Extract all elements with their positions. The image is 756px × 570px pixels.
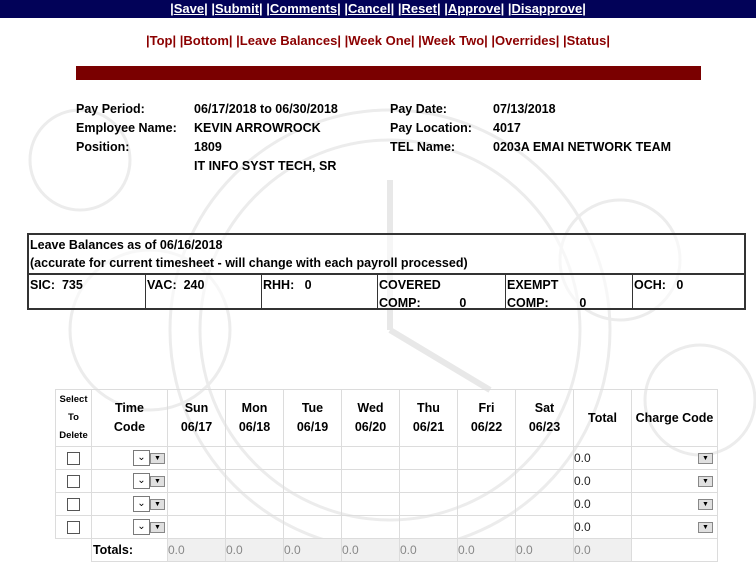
nav-leave-balances-link[interactable]: Leave Balances bbox=[239, 33, 338, 48]
hours-cell[interactable] bbox=[168, 516, 226, 539]
employee-info-labels bbox=[76, 100, 177, 157]
select-to-delete-checkbox[interactable] bbox=[67, 521, 80, 534]
leave-balances-note: (accurate for current timesheet - will change with each payroll processed) bbox=[30, 256, 468, 270]
leave-vac: VAC: 240 bbox=[146, 275, 262, 310]
hours-cell[interactable] bbox=[400, 447, 458, 470]
nav-overrides-link[interactable]: Overrides bbox=[495, 33, 556, 48]
day-total-sat: 0.0 bbox=[516, 539, 574, 562]
pay-info-values bbox=[493, 100, 671, 157]
disapprove-link[interactable]: Disapprove bbox=[511, 1, 583, 16]
day-total-tue: 0.0 bbox=[284, 539, 342, 562]
hours-cell[interactable] bbox=[458, 493, 516, 516]
hours-cell[interactable] bbox=[516, 447, 574, 470]
comments-link[interactable]: Comments bbox=[269, 1, 338, 16]
day-header-tue: Tue 06/19 bbox=[284, 390, 342, 447]
hours-cell[interactable] bbox=[400, 516, 458, 539]
select-to-delete-checkbox[interactable] bbox=[67, 452, 80, 465]
select-to-delete-header: Select To Delete bbox=[56, 390, 92, 447]
leave-och: OCH: 0 bbox=[634, 278, 684, 292]
day-total-wed: 0.0 bbox=[342, 539, 400, 562]
row-total: 0.0 bbox=[574, 447, 632, 470]
hours-cell[interactable] bbox=[168, 470, 226, 493]
day-total-mon: 0.0 bbox=[226, 539, 284, 562]
hours-cell[interactable] bbox=[458, 516, 516, 539]
pay-location-value: 4017 bbox=[493, 121, 521, 135]
leave-sic: SIC: 735 bbox=[29, 275, 146, 310]
time-code-lookup-button[interactable]: ▼ bbox=[150, 453, 165, 464]
select-to-delete-checkbox[interactable] bbox=[67, 498, 80, 511]
row-total: 0.0 bbox=[574, 516, 632, 539]
time-code-lookup-button[interactable]: ▼ bbox=[150, 499, 165, 510]
charge-code-lookup-button[interactable]: ▼ bbox=[698, 499, 713, 510]
timesheet-row bbox=[56, 493, 718, 516]
submit-link[interactable]: Submit bbox=[214, 1, 260, 16]
cancel-link[interactable]: Cancel bbox=[348, 1, 391, 16]
employee-name-value: KEVIN ARROWROCK bbox=[194, 121, 321, 135]
day-header-mon: Mon 06/18 bbox=[226, 390, 284, 447]
hours-cell[interactable] bbox=[284, 493, 342, 516]
time-code-select[interactable]: ⌄ bbox=[133, 519, 150, 535]
hours-cell[interactable] bbox=[516, 470, 574, 493]
day-total-thu: 0.0 bbox=[400, 539, 458, 562]
row-total: 0.0 bbox=[574, 470, 632, 493]
approve-link[interactable]: Approve bbox=[447, 1, 501, 16]
charge-code-lookup-button[interactable]: ▼ bbox=[698, 522, 713, 533]
row-total: 0.0 bbox=[574, 493, 632, 516]
hours-cell[interactable] bbox=[284, 516, 342, 539]
hours-cell[interactable] bbox=[226, 470, 284, 493]
day-header-fri: Fri 06/22 bbox=[458, 390, 516, 447]
hours-cell[interactable] bbox=[458, 470, 516, 493]
hours-cell[interactable] bbox=[516, 516, 574, 539]
hours-cell[interactable] bbox=[284, 470, 342, 493]
timesheet-row bbox=[56, 447, 718, 470]
select-to-delete-checkbox[interactable] bbox=[67, 475, 80, 488]
totals-row bbox=[56, 539, 718, 562]
day-header-sat: Sat 06/23 bbox=[516, 390, 574, 447]
hours-cell[interactable] bbox=[342, 493, 400, 516]
pay-date-value: 07/13/2018 bbox=[493, 102, 556, 116]
hours-cell[interactable] bbox=[342, 516, 400, 539]
leave-exempt-comp: EXEMPT COMP: 0 bbox=[506, 275, 633, 310]
hours-cell[interactable] bbox=[342, 470, 400, 493]
leave-covered-comp: COVERED COMP: 0 bbox=[378, 275, 506, 310]
time-code-select[interactable]: ⌄ bbox=[133, 450, 150, 466]
leave-rhh: RHH: 0 bbox=[262, 275, 378, 310]
total-header: Total bbox=[574, 390, 632, 447]
day-total-sun: 0.0 bbox=[168, 539, 226, 562]
timesheet-table bbox=[55, 389, 718, 562]
grand-total: 0.0 bbox=[574, 539, 632, 562]
save-link[interactable]: Save bbox=[173, 1, 205, 16]
tel-name-label: TEL Name: bbox=[390, 140, 456, 154]
pay-info-labels bbox=[390, 100, 472, 157]
employee-name-label: Employee Name: bbox=[76, 121, 177, 135]
time-code-header: Time Code bbox=[92, 390, 168, 447]
hours-cell[interactable] bbox=[516, 493, 574, 516]
pay-period-value: 06/17/2018 to 06/30/2018 bbox=[194, 102, 338, 116]
pay-location-label: Pay Location: bbox=[390, 121, 472, 135]
hours-cell[interactable] bbox=[226, 493, 284, 516]
charge-code-header: Charge Code bbox=[632, 390, 718, 447]
reset-link[interactable]: Reset bbox=[401, 1, 437, 16]
timesheet-header-row bbox=[56, 390, 718, 447]
section-nav: |Top| |Bottom| |Leave Balances| |Week One| |Week Two| |Overrides| |Status| bbox=[146, 33, 610, 48]
hours-cell[interactable] bbox=[284, 447, 342, 470]
position-code: 1809 bbox=[194, 140, 222, 154]
time-code-select[interactable]: ⌄ bbox=[133, 473, 150, 489]
day-header-wed: Wed 06/20 bbox=[342, 390, 400, 447]
hours-cell[interactable] bbox=[226, 447, 284, 470]
action-menu-bar: |Save| |Submit| |Comments| |Cancel| |Reset| |Approve| |Disapprove| bbox=[0, 0, 756, 18]
hours-cell[interactable] bbox=[168, 493, 226, 516]
day-header-thu: Thu 06/21 bbox=[400, 390, 458, 447]
time-code-lookup-button[interactable]: ▼ bbox=[150, 476, 165, 487]
header-divider-bar bbox=[76, 66, 701, 80]
time-code-select[interactable]: ⌄ bbox=[133, 496, 150, 512]
hours-cell[interactable] bbox=[400, 470, 458, 493]
charge-code-lookup-button[interactable]: ▼ bbox=[698, 453, 713, 464]
hours-cell[interactable] bbox=[342, 447, 400, 470]
nav-week-two-link[interactable]: Week Two bbox=[421, 33, 485, 48]
pay-date-label: Pay Date: bbox=[390, 102, 447, 116]
nav-bottom-link[interactable]: Bottom bbox=[183, 33, 229, 48]
totals-label: Totals: bbox=[92, 539, 168, 562]
hours-cell[interactable] bbox=[458, 447, 516, 470]
charge-code-lookup-button[interactable]: ▼ bbox=[698, 476, 713, 487]
leave-balances-title: Leave Balances as of 06/16/2018 bbox=[30, 238, 223, 252]
hours-cell[interactable] bbox=[400, 493, 458, 516]
leave-balances-box bbox=[27, 233, 746, 310]
tel-name-value: 0203A EMAI NETWORK TEAM bbox=[493, 140, 672, 154]
hours-cell[interactable] bbox=[168, 447, 226, 470]
hours-cell[interactable] bbox=[226, 516, 284, 539]
timesheet-row bbox=[56, 516, 718, 539]
nav-top-link[interactable]: Top bbox=[149, 33, 173, 48]
day-header-sun: Sun 06/17 bbox=[168, 390, 226, 447]
position-label: Position: bbox=[76, 140, 130, 154]
pay-period-label: Pay Period: bbox=[76, 102, 145, 116]
nav-status-link[interactable]: Status bbox=[566, 33, 607, 48]
time-code-lookup-button[interactable]: ▼ bbox=[150, 522, 165, 533]
timesheet-row bbox=[56, 470, 718, 493]
position-title: IT INFO SYST TECH, SR bbox=[194, 159, 337, 173]
day-total-fri: 0.0 bbox=[458, 539, 516, 562]
employee-info-values bbox=[194, 100, 338, 176]
nav-week-one-link[interactable]: Week One bbox=[348, 33, 411, 48]
